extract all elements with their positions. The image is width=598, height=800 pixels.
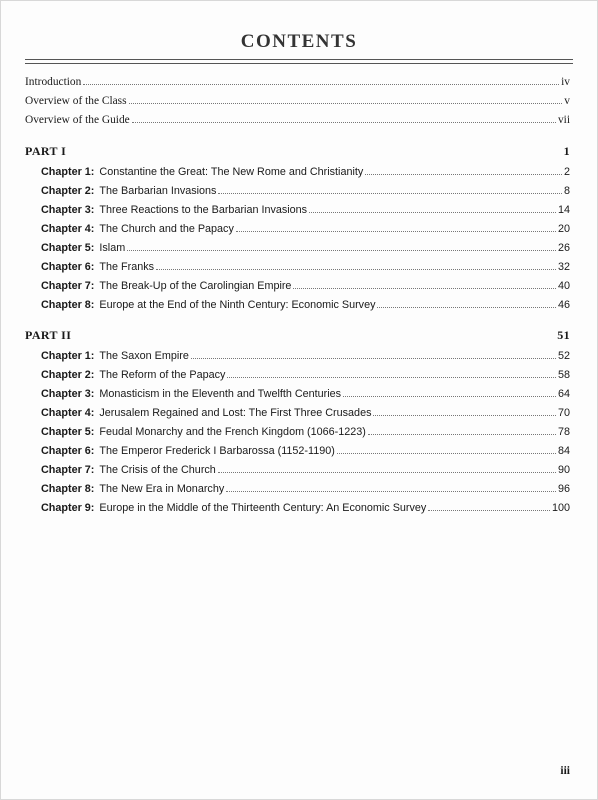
part-label: PART II — [25, 328, 72, 342]
toc-chapter-entry[interactable] — [25, 476, 570, 495]
chapter-label: Chapter 8: — [41, 299, 95, 311]
entry-page: iv — [561, 76, 570, 88]
chapter-title: The New Era in Monarchy — [99, 483, 225, 495]
chapter-label: Chapter 7: — [41, 464, 95, 476]
toc-chapter-entry[interactable] — [25, 457, 570, 476]
toc-chapter-entry[interactable] — [25, 273, 570, 292]
toc-chapter-entry[interactable] — [25, 400, 570, 419]
chapter-label: Chapter 5: — [41, 426, 95, 438]
toc-chapter-entry[interactable] — [25, 362, 570, 381]
toc-chapter-entry[interactable] — [25, 381, 570, 400]
chapter-title: The Franks — [99, 261, 155, 273]
dot-leader — [236, 231, 556, 232]
chapter-title: Constantine the Great: The New Rome and Christianity — [99, 166, 364, 178]
toc-chapter-entry[interactable] — [25, 235, 570, 254]
chapter-label: Chapter 3: — [41, 388, 95, 400]
chapter-title: Islam — [99, 242, 126, 254]
dot-leader — [83, 84, 559, 85]
chapter-page: 100 — [551, 502, 570, 514]
chapter-page: 70 — [557, 407, 570, 419]
chapter-page: 90 — [557, 464, 570, 476]
dot-leader — [293, 288, 556, 289]
part-1-section — [25, 139, 570, 311]
chapter-page: 52 — [557, 350, 570, 362]
page-number: iii — [560, 765, 570, 777]
chapter-title: Monasticism in the Eleventh and Twelfth Centuries — [99, 388, 342, 400]
part-page: 1 — [563, 144, 570, 158]
chapter-label: Chapter 2: — [41, 369, 95, 381]
table-of-contents — [25, 69, 570, 514]
dot-leader — [337, 453, 556, 454]
chapter-title: Jerusalem Regained and Lost: The First Three Crusades — [99, 407, 372, 419]
dot-leader — [227, 377, 556, 378]
entry-title: Overview of the Guide — [25, 114, 130, 126]
part-label: PART I — [25, 144, 67, 158]
dot-leader — [377, 307, 556, 308]
dot-leader — [368, 434, 556, 435]
dot-leader — [373, 415, 556, 416]
dot-leader — [218, 472, 556, 473]
chapter-title: Europe at the End of the Ninth Century: Economic Survey — [99, 299, 376, 311]
chapter-label: Chapter 1: — [41, 166, 95, 178]
toc-entry-overview-guide[interactable] — [25, 107, 570, 126]
chapter-page: 40 — [557, 280, 570, 292]
entry-page: vii — [557, 114, 570, 126]
toc-chapter-entry[interactable] — [25, 216, 570, 235]
dot-leader — [129, 103, 563, 104]
chapter-title: The Saxon Empire — [99, 350, 189, 362]
title-rule-top — [25, 59, 573, 60]
dot-leader — [132, 122, 556, 123]
chapter-title: The Crisis of the Church — [99, 464, 216, 476]
toc-chapter-entry[interactable] — [25, 292, 570, 311]
chapter-label: Chapter 8: — [41, 483, 95, 495]
chapter-page: 84 — [557, 445, 570, 457]
chapter-label: Chapter 3: — [41, 204, 95, 216]
chapter-title: The Emperor Frederick I Barbarossa (1152-1190) — [99, 445, 335, 457]
chapter-label: Chapter 4: — [41, 407, 95, 419]
chapter-page: 64 — [557, 388, 570, 400]
dot-leader — [343, 396, 556, 397]
chapter-label: Chapter 1: — [41, 350, 95, 362]
toc-chapter-entry[interactable] — [25, 254, 570, 273]
chapter-title: The Reform of the Papacy — [99, 369, 226, 381]
chapter-page: 2 — [563, 166, 570, 178]
chapter-page: 78 — [557, 426, 570, 438]
chapter-title: Three Reactions to the Barbarian Invasions — [99, 204, 308, 216]
chapter-page: 46 — [557, 299, 570, 311]
toc-chapter-entry[interactable] — [25, 178, 570, 197]
entry-page: v — [564, 95, 570, 107]
toc-chapter-entry[interactable] — [25, 438, 570, 457]
chapter-label: Chapter 4: — [41, 223, 95, 235]
dot-leader — [226, 491, 556, 492]
toc-chapter-entry[interactable] — [25, 159, 570, 178]
dot-leader — [309, 212, 556, 213]
toc-chapter-entry[interactable] — [25, 495, 570, 514]
toc-chapter-entry[interactable] — [25, 419, 570, 438]
chapter-label: Chapter 9: — [41, 502, 95, 514]
dot-leader — [218, 193, 562, 194]
chapter-page: 8 — [563, 185, 570, 197]
chapter-title: The Barbarian Invasions — [99, 185, 217, 197]
dot-leader — [191, 358, 556, 359]
toc-chapter-entry[interactable] — [25, 197, 570, 216]
title-rule-bottom — [25, 63, 573, 64]
chapter-label: Chapter 7: — [41, 280, 95, 292]
chapter-label: Chapter 5: — [41, 242, 95, 254]
part-heading[interactable] — [25, 323, 570, 343]
dot-leader — [428, 510, 550, 511]
part-page: 51 — [557, 328, 570, 342]
chapter-label: Chapter 6: — [41, 445, 95, 457]
chapter-page: 32 — [557, 261, 570, 273]
part-2-section — [25, 323, 570, 514]
toc-entry-introduction[interactable] — [25, 69, 570, 88]
toc-chapter-entry[interactable] — [25, 343, 570, 362]
chapter-page: 20 — [557, 223, 570, 235]
chapter-title: Feudal Monarchy and the French Kingdom (1066-1223) — [99, 426, 366, 438]
chapter-page: 14 — [557, 204, 570, 216]
entry-title: Overview of the Class — [25, 95, 127, 107]
chapter-title: Europe in the Middle of the Thirteenth Century: An Economic Survey — [99, 502, 427, 514]
chapter-page: 96 — [557, 483, 570, 495]
front-matter-list — [25, 69, 570, 126]
chapter-title: The Church and the Papacy — [99, 223, 234, 235]
part-heading[interactable] — [25, 139, 570, 159]
chapter-page: 26 — [557, 242, 570, 254]
dot-leader — [156, 269, 556, 270]
toc-entry-overview-class[interactable] — [25, 88, 570, 107]
entry-title: Introduction — [25, 76, 82, 88]
dot-leader — [127, 250, 556, 251]
chapter-page: 58 — [557, 369, 570, 381]
page-title: CONTENTS — [240, 31, 358, 52]
chapter-label: Chapter 2: — [41, 185, 95, 197]
chapter-title: The Break-Up of the Carolingian Empire — [99, 280, 292, 292]
dot-leader — [365, 174, 562, 175]
chapter-label: Chapter 6: — [41, 261, 95, 273]
